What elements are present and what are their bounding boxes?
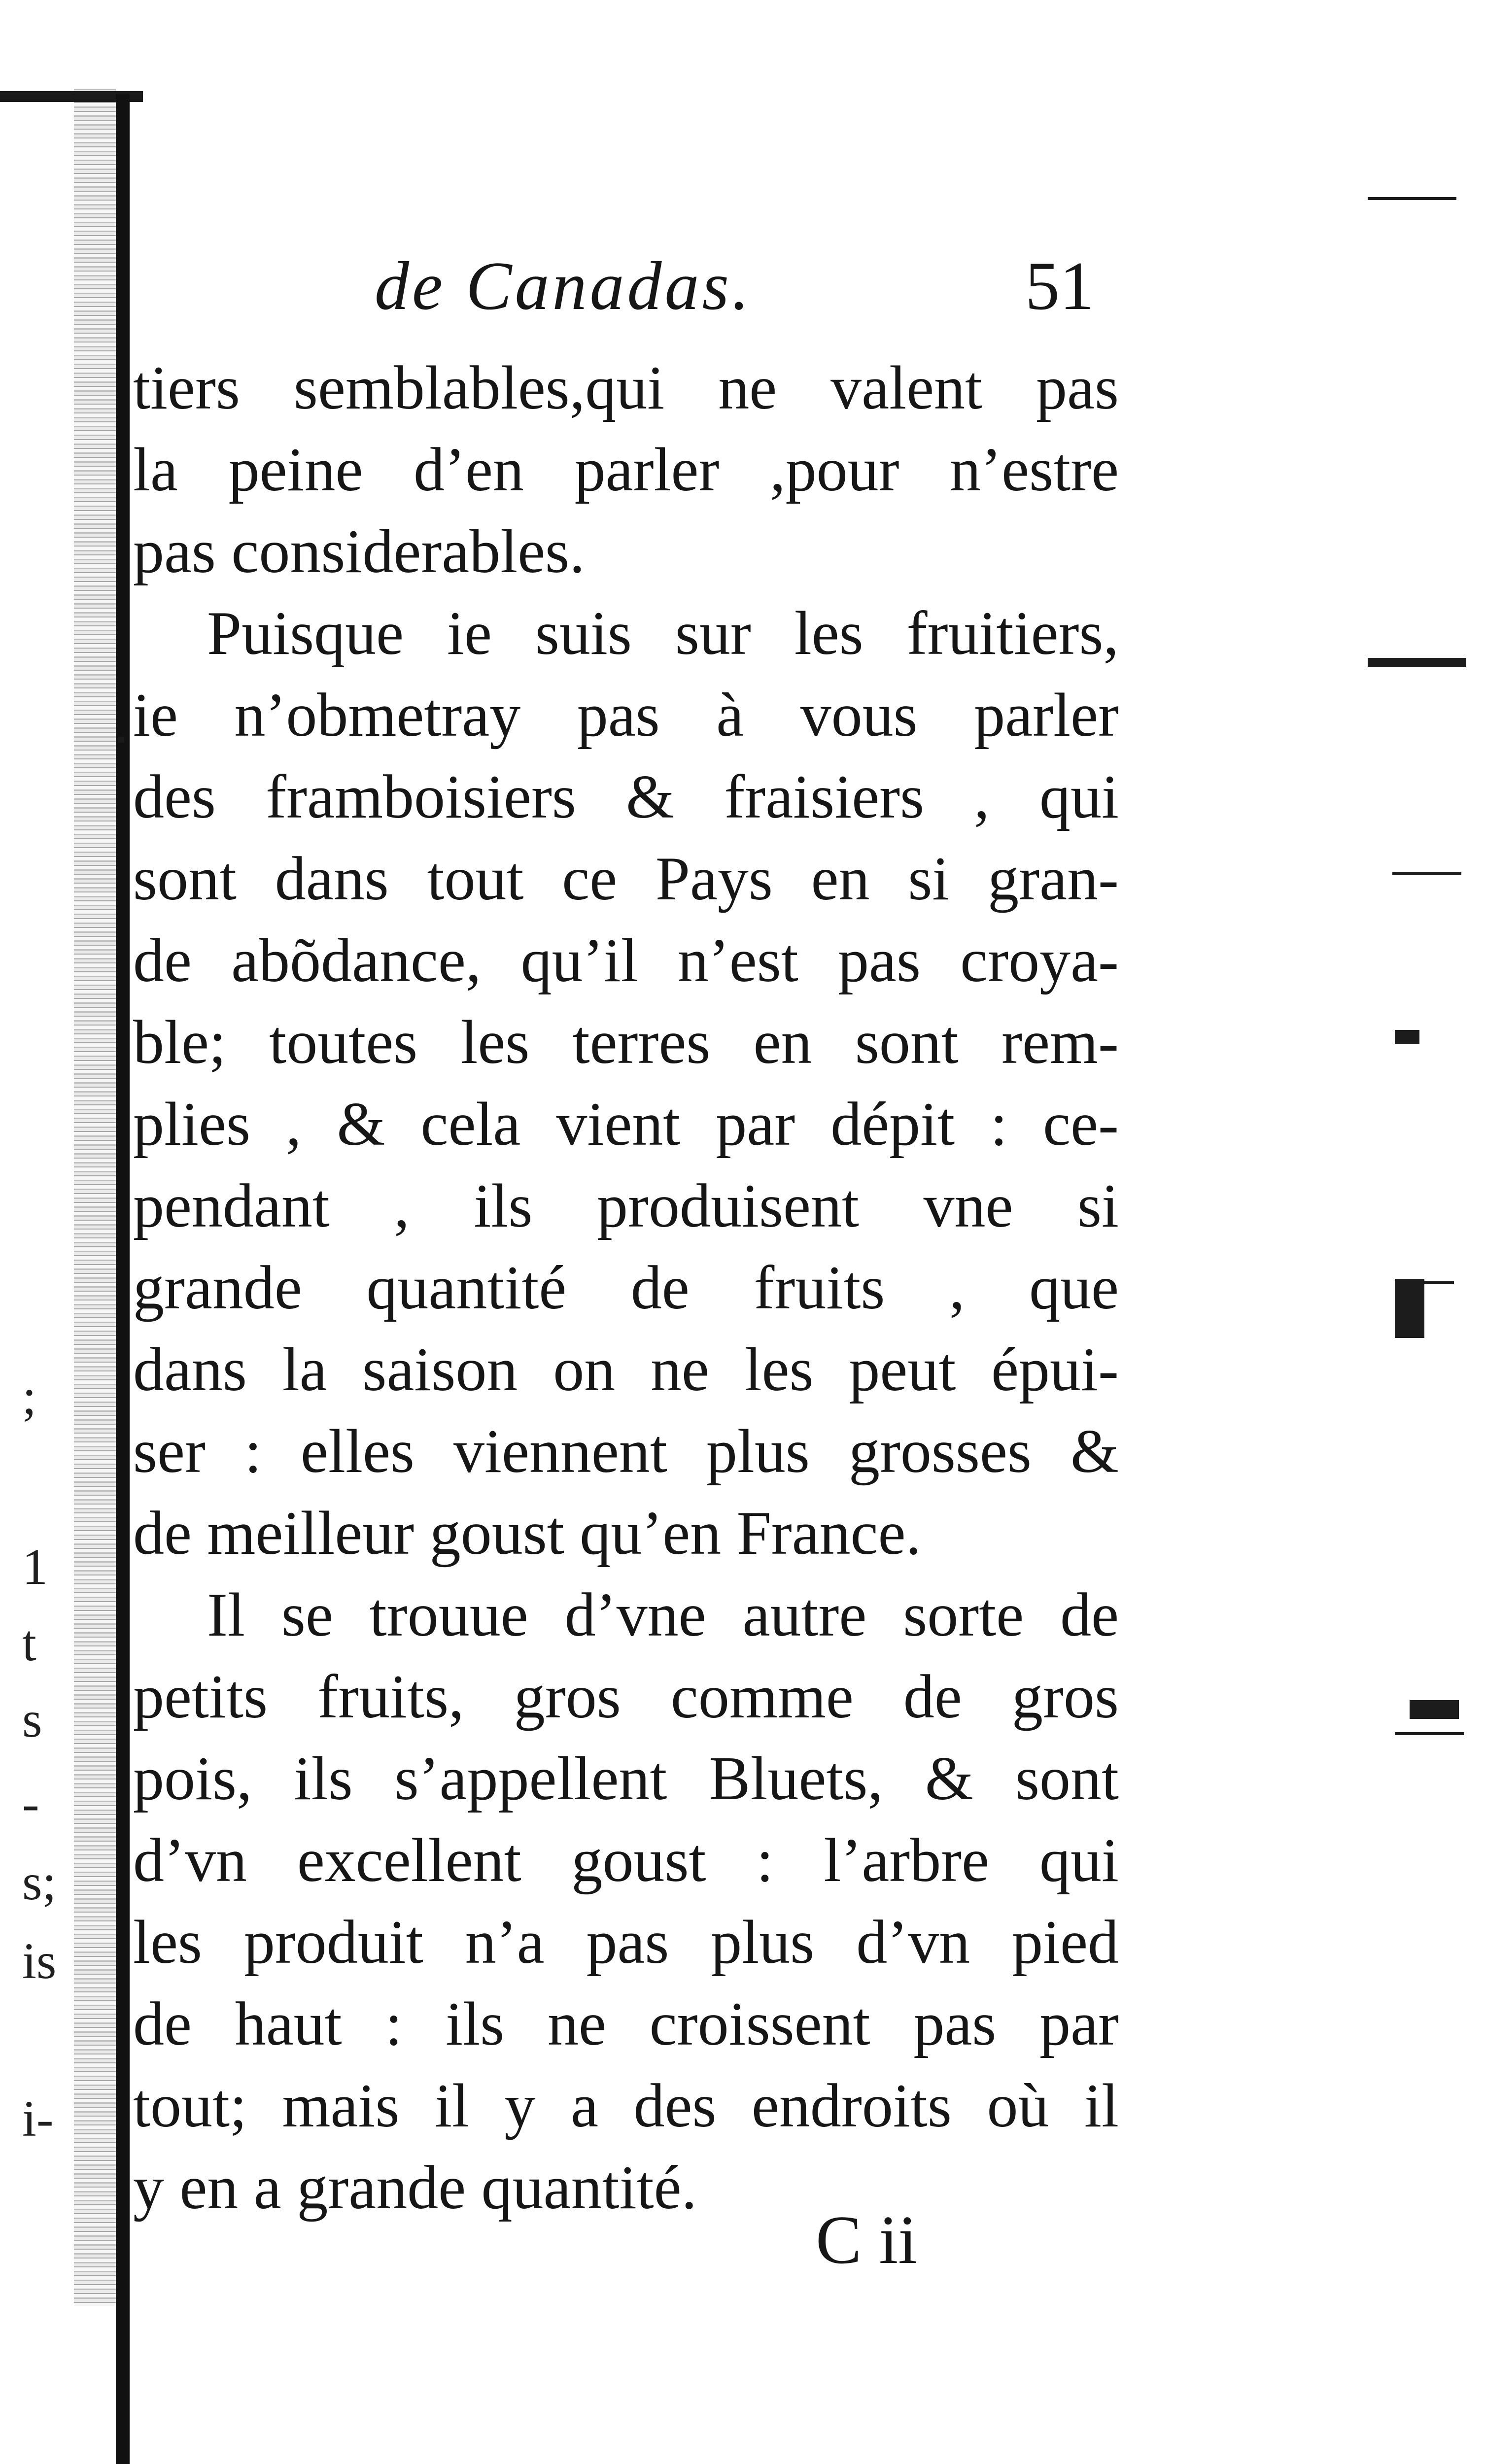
text-line: grande quantité de fruits , que: [133, 1254, 1119, 1322]
margin-fragment: s: [22, 1691, 42, 1748]
margin-fragment: -: [22, 1775, 39, 1832]
margin-fragment: is: [22, 1933, 57, 1989]
running-head: [0, 246, 1134, 345]
right-edge-rule: [1368, 197, 1456, 200]
margin-fragment: ;: [22, 1369, 36, 1425]
right-edge-rule: [1368, 658, 1466, 667]
text-line: Puisque ie suis sur les fruitiers,: [207, 599, 1119, 668]
text-line: tiers semblables,qui ne valent pas: [133, 354, 1119, 422]
text-line: de meilleur goust qu’en France.: [133, 1499, 921, 1568]
running-head-title: de Canadas.: [375, 248, 752, 324]
margin-fragment: 1: [22, 1539, 48, 1595]
binding-shadow: [74, 89, 116, 2306]
text-line: la peine d’en parler ,pour n’estre: [133, 436, 1119, 504]
margin-fragment: s;: [22, 1854, 57, 1911]
text-line: petits fruits, gros comme de gros: [133, 1663, 1119, 1731]
binding-edge: [116, 94, 130, 2464]
text-line: d’vn excellent goust : l’arbre qui: [133, 1826, 1119, 1895]
ink-speck: [118, 737, 124, 743]
text-line: pas considerables.: [133, 517, 585, 586]
text-line: ser : elles viennent plus grosses &: [133, 1417, 1119, 1486]
right-edge-rule: [1395, 1732, 1464, 1735]
right-edge-block: [1395, 1279, 1424, 1338]
text-line: de abõdance, qu’il n’est pas croya-: [133, 926, 1119, 995]
text-line: plies , & cela vient par dépit : ce-: [133, 1090, 1119, 1159]
text-line: dans la saison on ne les peut épui-: [133, 1335, 1119, 1404]
text-line: des framboisiers & fraisiers , qui: [133, 763, 1119, 831]
signature-mark: C ii: [816, 2202, 918, 2278]
text-line: pendant , ils produisent vne si: [133, 1172, 1119, 1240]
text-line: ble; toutes les terres en sont rem-: [133, 1008, 1119, 1077]
margin-fragment: i-: [22, 2090, 54, 2147]
text-line: pois, ils s’appellent Bluets, & sont: [133, 1745, 1119, 1813]
text-line: les produit n’a pas plus d’vn pied: [133, 1908, 1119, 1977]
text-line: tout; mais il y a des endroits où il: [133, 2072, 1119, 2140]
right-edge-block: [1410, 1700, 1459, 1719]
right-edge-rule: [1392, 872, 1461, 875]
text-line: de haut : ils ne croissent pas par: [133, 1990, 1119, 2058]
page-number: 51: [1025, 248, 1094, 324]
right-edge-block: [1395, 1030, 1419, 1044]
text-line: Il se trouue d’vne autre sorte de: [207, 1581, 1119, 1649]
margin-fragment: t: [22, 1615, 36, 1672]
text-line: y en a grande quantité.: [133, 2154, 697, 2222]
text-line: sont dans tout ce Pays en si gran-: [133, 845, 1119, 913]
body-text: [133, 347, 1119, 2229]
text-line: ie n’obmetray pas à vous parler: [133, 681, 1119, 750]
